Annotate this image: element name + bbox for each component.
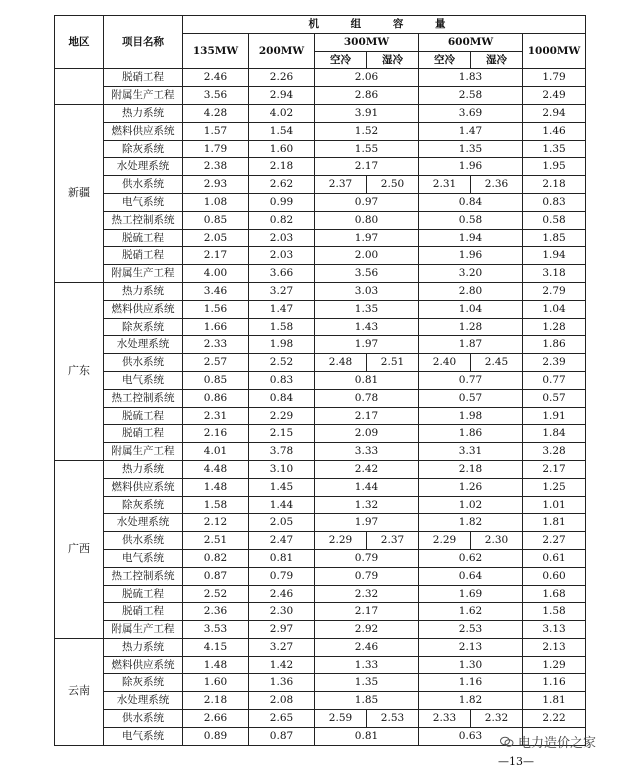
item-name-cell: 除灰系统 [104, 496, 183, 514]
item-name-cell: 附属生产工程 [104, 621, 183, 639]
item-name-cell: 供水系统 [104, 176, 183, 194]
value-135mw: 4.28 [183, 104, 249, 122]
value-600mw-air-cooled: 2.33 [419, 710, 471, 728]
value-135mw: 2.12 [183, 514, 249, 532]
item-name-cell: 除灰系统 [104, 140, 183, 158]
region-cell: 广西 [55, 460, 104, 638]
header-200mw: 200MW [249, 33, 315, 69]
table-row [55, 710, 586, 728]
value-600mw: 1.04 [419, 300, 523, 318]
value-135mw: 2.66 [183, 710, 249, 728]
value-600mw: 1.62 [419, 603, 523, 621]
value-135mw: 1.58 [183, 496, 249, 514]
item-name-cell: 除灰系统 [104, 318, 183, 336]
value-135mw: 1.79 [183, 140, 249, 158]
value-600mw: 1.69 [419, 585, 523, 603]
value-1000mw: 1.46 [523, 122, 586, 140]
value-1000mw: 3.18 [523, 265, 586, 283]
value-300mw: 2.42 [315, 460, 419, 478]
value-300mw-air-cooled: 2.37 [315, 176, 367, 194]
value-135mw: 1.08 [183, 193, 249, 211]
value-200mw: 1.58 [249, 318, 315, 336]
value-200mw: 2.30 [249, 603, 315, 621]
value-1000mw: 1.81 [523, 692, 586, 710]
region-cell [55, 69, 104, 105]
value-135mw: 1.60 [183, 674, 249, 692]
value-600mw: 0.84 [419, 193, 523, 211]
item-name-cell: 热工控制系统 [104, 211, 183, 229]
table-row [55, 229, 586, 247]
value-600mw: 0.62 [419, 549, 523, 567]
table-row [55, 478, 586, 496]
header-300mw: 300MW [315, 33, 419, 51]
value-600mw: 2.53 [419, 621, 523, 639]
value-600mw: 2.18 [419, 460, 523, 478]
item-name-cell: 电气系统 [104, 371, 183, 389]
value-600mw-wet-cooled: 2.30 [471, 532, 523, 550]
value-300mw: 0.80 [315, 211, 419, 229]
value-1000mw: 2.17 [523, 460, 586, 478]
value-300mw: 3.03 [315, 282, 419, 300]
value-300mw: 0.79 [315, 549, 419, 567]
value-1000mw: 0.61 [523, 549, 586, 567]
value-300mw: 2.92 [315, 621, 419, 639]
value-600mw-air-cooled: 2.31 [419, 176, 471, 194]
table-row [55, 247, 586, 265]
table-row [55, 336, 586, 354]
value-1000mw: 0.77 [523, 371, 586, 389]
header-600mw-air-cooled: 空冷 [419, 51, 471, 69]
item-name-cell: 热工控制系统 [104, 567, 183, 585]
value-135mw: 1.48 [183, 478, 249, 496]
value-600mw: 2.80 [419, 282, 523, 300]
value-300mw: 0.97 [315, 193, 419, 211]
value-200mw: 1.60 [249, 140, 315, 158]
value-600mw: 1.16 [419, 674, 523, 692]
value-1000mw: 2.22 [523, 710, 586, 728]
value-300mw: 2.17 [315, 407, 419, 425]
table-row [55, 282, 586, 300]
value-600mw: 1.35 [419, 140, 523, 158]
value-135mw: 0.89 [183, 727, 249, 745]
table-row [55, 318, 586, 336]
value-300mw: 1.32 [315, 496, 419, 514]
value-135mw: 2.46 [183, 69, 249, 87]
item-name-cell: 热工控制系统 [104, 389, 183, 407]
value-300mw: 1.33 [315, 656, 419, 674]
item-name-cell: 供水系统 [104, 710, 183, 728]
value-200mw: 1.47 [249, 300, 315, 318]
value-1000mw: 2.18 [523, 176, 586, 194]
value-300mw-wet-cooled: 2.50 [367, 176, 419, 194]
item-name-cell: 电气系统 [104, 193, 183, 211]
table-row [55, 140, 586, 158]
table-row [55, 104, 586, 122]
value-300mw: 2.06 [315, 69, 419, 87]
value-135mw: 2.51 [183, 532, 249, 550]
value-135mw: 0.85 [183, 211, 249, 229]
value-200mw: 0.79 [249, 567, 315, 585]
table-row [55, 567, 586, 585]
value-200mw: 1.98 [249, 336, 315, 354]
value-600mw-air-cooled: 2.29 [419, 532, 471, 550]
value-300mw-air-cooled: 2.48 [315, 354, 367, 372]
table-row [55, 425, 586, 443]
value-1000mw: 1.79 [523, 69, 586, 87]
value-135mw: 2.31 [183, 407, 249, 425]
value-135mw: 2.57 [183, 354, 249, 372]
header-1000mw: 1000MW [523, 33, 586, 69]
value-300mw: 2.17 [315, 603, 419, 621]
table-row [55, 389, 586, 407]
value-200mw: 1.44 [249, 496, 315, 514]
value-300mw-wet-cooled: 2.53 [367, 710, 419, 728]
value-300mw: 1.44 [315, 478, 419, 496]
header-135mw: 135MW [183, 33, 249, 69]
table-row [55, 87, 586, 105]
value-200mw: 2.05 [249, 514, 315, 532]
value-135mw: 3.46 [183, 282, 249, 300]
value-200mw: 2.62 [249, 176, 315, 194]
value-1000mw: 0.58 [523, 211, 586, 229]
item-name-cell: 水处理系统 [104, 336, 183, 354]
page-number: —13— [498, 755, 534, 768]
value-600mw: 1.26 [419, 478, 523, 496]
header-600mw: 600MW [419, 33, 523, 51]
value-1000mw: 0.60 [523, 567, 586, 585]
value-135mw: 2.18 [183, 692, 249, 710]
value-300mw: 3.56 [315, 265, 419, 283]
value-1000mw: 2.94 [523, 104, 586, 122]
table-row [55, 265, 586, 283]
item-name-cell: 燃料供应系统 [104, 122, 183, 140]
value-600mw: 1.47 [419, 122, 523, 140]
value-1000mw: 1.86 [523, 336, 586, 354]
value-300mw: 3.91 [315, 104, 419, 122]
table-row [55, 407, 586, 425]
value-1000mw: 1.58 [523, 603, 586, 621]
value-200mw: 2.97 [249, 621, 315, 639]
table-row [55, 514, 586, 532]
value-600mw: 3.31 [419, 443, 523, 461]
value-200mw: 3.10 [249, 460, 315, 478]
table-row [55, 603, 586, 621]
value-300mw-air-cooled: 2.29 [315, 532, 367, 550]
value-200mw: 2.52 [249, 354, 315, 372]
value-300mw: 1.52 [315, 122, 419, 140]
value-600mw-wet-cooled: 2.32 [471, 710, 523, 728]
value-135mw: 1.48 [183, 656, 249, 674]
value-600mw: 2.13 [419, 638, 523, 656]
value-1000mw: 2.39 [523, 354, 586, 372]
header-unit-capacity: 机 组 容 量 [183, 16, 586, 34]
value-1000mw: 1.94 [523, 247, 586, 265]
value-135mw: 4.00 [183, 265, 249, 283]
value-200mw: 0.84 [249, 389, 315, 407]
value-1000mw: 3.28 [523, 443, 586, 461]
table-body [55, 69, 586, 745]
item-name-cell: 附属生产工程 [104, 443, 183, 461]
item-name-cell: 供水系统 [104, 532, 183, 550]
capacity-index-table [54, 15, 586, 746]
value-200mw: 2.47 [249, 532, 315, 550]
value-135mw: 2.52 [183, 585, 249, 603]
value-135mw: 3.56 [183, 87, 249, 105]
value-1000mw: 2.79 [523, 282, 586, 300]
item-name-cell: 除灰系统 [104, 674, 183, 692]
table-row [55, 496, 586, 514]
value-135mw: 4.15 [183, 638, 249, 656]
value-200mw: 0.82 [249, 211, 315, 229]
value-600mw: 3.69 [419, 104, 523, 122]
value-135mw: 0.87 [183, 567, 249, 585]
value-600mw: 3.20 [419, 265, 523, 283]
value-200mw: 0.83 [249, 371, 315, 389]
table-row [55, 692, 586, 710]
table-row [55, 371, 586, 389]
region-cell: 云南 [55, 638, 104, 745]
value-135mw: 2.16 [183, 425, 249, 443]
item-name-cell: 燃料供应系统 [104, 478, 183, 496]
value-135mw: 0.86 [183, 389, 249, 407]
value-1000mw: 2.27 [523, 532, 586, 550]
value-1000mw: 0.83 [523, 193, 586, 211]
item-name-cell: 脱硫工程 [104, 407, 183, 425]
value-200mw: 2.46 [249, 585, 315, 603]
table-row [55, 122, 586, 140]
value-1000mw: 1.16 [523, 674, 586, 692]
item-name-cell: 电气系统 [104, 549, 183, 567]
item-name-cell: 附属生产工程 [104, 87, 183, 105]
value-200mw: 1.45 [249, 478, 315, 496]
value-600mw: 1.02 [419, 496, 523, 514]
value-300mw: 2.86 [315, 87, 419, 105]
value-300mw: 1.35 [315, 300, 419, 318]
value-1000mw: 1.85 [523, 229, 586, 247]
value-300mw: 0.79 [315, 567, 419, 585]
header-600mw-wet-cooled: 湿冷 [471, 51, 523, 69]
item-name-cell: 水处理系统 [104, 514, 183, 532]
value-600mw: 1.30 [419, 656, 523, 674]
value-300mw: 2.32 [315, 585, 419, 603]
value-1000mw: 1.91 [523, 407, 586, 425]
value-1000mw: 0.57 [523, 389, 586, 407]
value-1000mw: 1.68 [523, 585, 586, 603]
table-row [55, 656, 586, 674]
value-200mw: 2.29 [249, 407, 315, 425]
value-135mw: 0.82 [183, 549, 249, 567]
value-1000mw: 1.35 [523, 140, 586, 158]
value-200mw: 2.03 [249, 247, 315, 265]
value-600mw: 0.63 [419, 727, 523, 745]
item-name-cell: 水处理系统 [104, 692, 183, 710]
item-name-cell: 脱硝工程 [104, 247, 183, 265]
item-name-cell: 热力系统 [104, 638, 183, 656]
value-600mw: 1.96 [419, 247, 523, 265]
table-row [55, 193, 586, 211]
value-200mw: 1.54 [249, 122, 315, 140]
value-200mw: 2.94 [249, 87, 315, 105]
value-300mw: 2.00 [315, 247, 419, 265]
table-row [55, 176, 586, 194]
item-name-cell: 脱硝工程 [104, 603, 183, 621]
value-600mw: 1.28 [419, 318, 523, 336]
table-row [55, 460, 586, 478]
item-name-cell: 热力系统 [104, 460, 183, 478]
item-name-cell: 附属生产工程 [104, 265, 183, 283]
value-300mw-wet-cooled: 2.37 [367, 532, 419, 550]
value-135mw: 2.93 [183, 176, 249, 194]
value-200mw: 2.15 [249, 425, 315, 443]
value-600mw-air-cooled: 2.40 [419, 354, 471, 372]
value-600mw: 1.94 [419, 229, 523, 247]
value-600mw-wet-cooled: 2.36 [471, 176, 523, 194]
value-600mw: 0.57 [419, 389, 523, 407]
table-row [55, 549, 586, 567]
region-cell: 广东 [55, 282, 104, 460]
value-1000mw: 1.84 [523, 425, 586, 443]
table-row [55, 674, 586, 692]
watermark-text: 电力造价之家 [518, 736, 597, 751]
value-1000mw: 2.49 [523, 87, 586, 105]
value-200mw: 2.18 [249, 158, 315, 176]
item-name-cell: 水处理系统 [104, 158, 183, 176]
item-name-cell: 燃料供应系统 [104, 300, 183, 318]
value-1000mw: 1.28 [523, 318, 586, 336]
table-row [55, 69, 586, 87]
table-row [55, 443, 586, 461]
value-200mw: 4.02 [249, 104, 315, 122]
watermark [500, 732, 596, 751]
table-row [55, 621, 586, 639]
value-200mw: 1.36 [249, 674, 315, 692]
value-300mw: 0.78 [315, 389, 419, 407]
item-name-cell: 热力系统 [104, 282, 183, 300]
value-1000mw: 1.95 [523, 158, 586, 176]
value-200mw: 3.66 [249, 265, 315, 283]
value-300mw-wet-cooled: 2.51 [367, 354, 419, 372]
item-name-cell: 脱硝工程 [104, 69, 183, 87]
value-600mw: 0.64 [419, 567, 523, 585]
value-300mw: 1.85 [315, 692, 419, 710]
value-300mw: 1.43 [315, 318, 419, 336]
value-300mw: 0.81 [315, 727, 419, 745]
value-300mw: 0.81 [315, 371, 419, 389]
value-1000mw: 1.01 [523, 496, 586, 514]
value-135mw: 4.01 [183, 443, 249, 461]
item-name-cell: 脱硫工程 [104, 585, 183, 603]
value-600mw: 2.58 [419, 87, 523, 105]
item-name-cell: 热力系统 [104, 104, 183, 122]
value-600mw: 1.87 [419, 336, 523, 354]
value-600mw: 0.77 [419, 371, 523, 389]
value-200mw: 3.27 [249, 638, 315, 656]
value-135mw: 1.56 [183, 300, 249, 318]
value-600mw: 1.82 [419, 514, 523, 532]
table-row [55, 585, 586, 603]
value-300mw: 2.09 [315, 425, 419, 443]
value-200mw: 0.81 [249, 549, 315, 567]
value-135mw: 2.33 [183, 336, 249, 354]
value-200mw: 3.78 [249, 443, 315, 461]
value-1000mw: 1.04 [523, 300, 586, 318]
value-200mw: 0.87 [249, 727, 315, 745]
table-row [55, 532, 586, 550]
value-300mw: 1.97 [315, 229, 419, 247]
value-300mw: 1.97 [315, 336, 419, 354]
item-name-cell: 脱硫工程 [104, 229, 183, 247]
header-item-name: 项目名称 [104, 16, 183, 69]
item-name-cell: 脱硝工程 [104, 425, 183, 443]
table-row [55, 354, 586, 372]
value-300mw: 1.97 [315, 514, 419, 532]
value-200mw: 3.27 [249, 282, 315, 300]
header-300mw-air-cooled: 空冷 [315, 51, 367, 69]
header-300mw-wet-cooled: 湿冷 [367, 51, 419, 69]
value-200mw: 2.65 [249, 710, 315, 728]
value-300mw: 1.55 [315, 140, 419, 158]
value-135mw: 3.53 [183, 621, 249, 639]
value-135mw: 2.17 [183, 247, 249, 265]
value-600mw: 1.86 [419, 425, 523, 443]
value-135mw: 0.85 [183, 371, 249, 389]
value-300mw: 1.35 [315, 674, 419, 692]
value-135mw: 1.66 [183, 318, 249, 336]
value-200mw: 2.26 [249, 69, 315, 87]
value-135mw: 2.05 [183, 229, 249, 247]
value-1000mw: 3.13 [523, 621, 586, 639]
table-row [55, 300, 586, 318]
value-135mw: 1.57 [183, 122, 249, 140]
value-200mw: 2.08 [249, 692, 315, 710]
value-1000mw: 1.29 [523, 656, 586, 674]
table-row [55, 158, 586, 176]
wechat-icon [500, 736, 514, 748]
value-135mw: 2.38 [183, 158, 249, 176]
value-300mw: 2.17 [315, 158, 419, 176]
header-region: 地区 [55, 16, 104, 69]
value-1000mw: 2.13 [523, 638, 586, 656]
value-1000mw: 1.25 [523, 478, 586, 496]
value-600mw: 0.58 [419, 211, 523, 229]
value-600mw-wet-cooled: 2.45 [471, 354, 523, 372]
value-1000mw: 1.81 [523, 514, 586, 532]
value-600mw: 1.82 [419, 692, 523, 710]
table-row [55, 638, 586, 656]
item-name-cell: 电气系统 [104, 727, 183, 745]
value-135mw: 4.48 [183, 460, 249, 478]
value-600mw: 1.98 [419, 407, 523, 425]
value-200mw: 0.99 [249, 193, 315, 211]
item-name-cell: 供水系统 [104, 354, 183, 372]
value-600mw: 1.96 [419, 158, 523, 176]
value-300mw: 3.33 [315, 443, 419, 461]
value-600mw: 1.83 [419, 69, 523, 87]
value-300mw: 2.46 [315, 638, 419, 656]
value-300mw-air-cooled: 2.59 [315, 710, 367, 728]
table-row [55, 211, 586, 229]
value-135mw: 2.36 [183, 603, 249, 621]
value-200mw: 2.03 [249, 229, 315, 247]
value-200mw: 1.42 [249, 656, 315, 674]
region-cell: 新疆 [55, 104, 104, 282]
item-name-cell: 燃料供应系统 [104, 656, 183, 674]
